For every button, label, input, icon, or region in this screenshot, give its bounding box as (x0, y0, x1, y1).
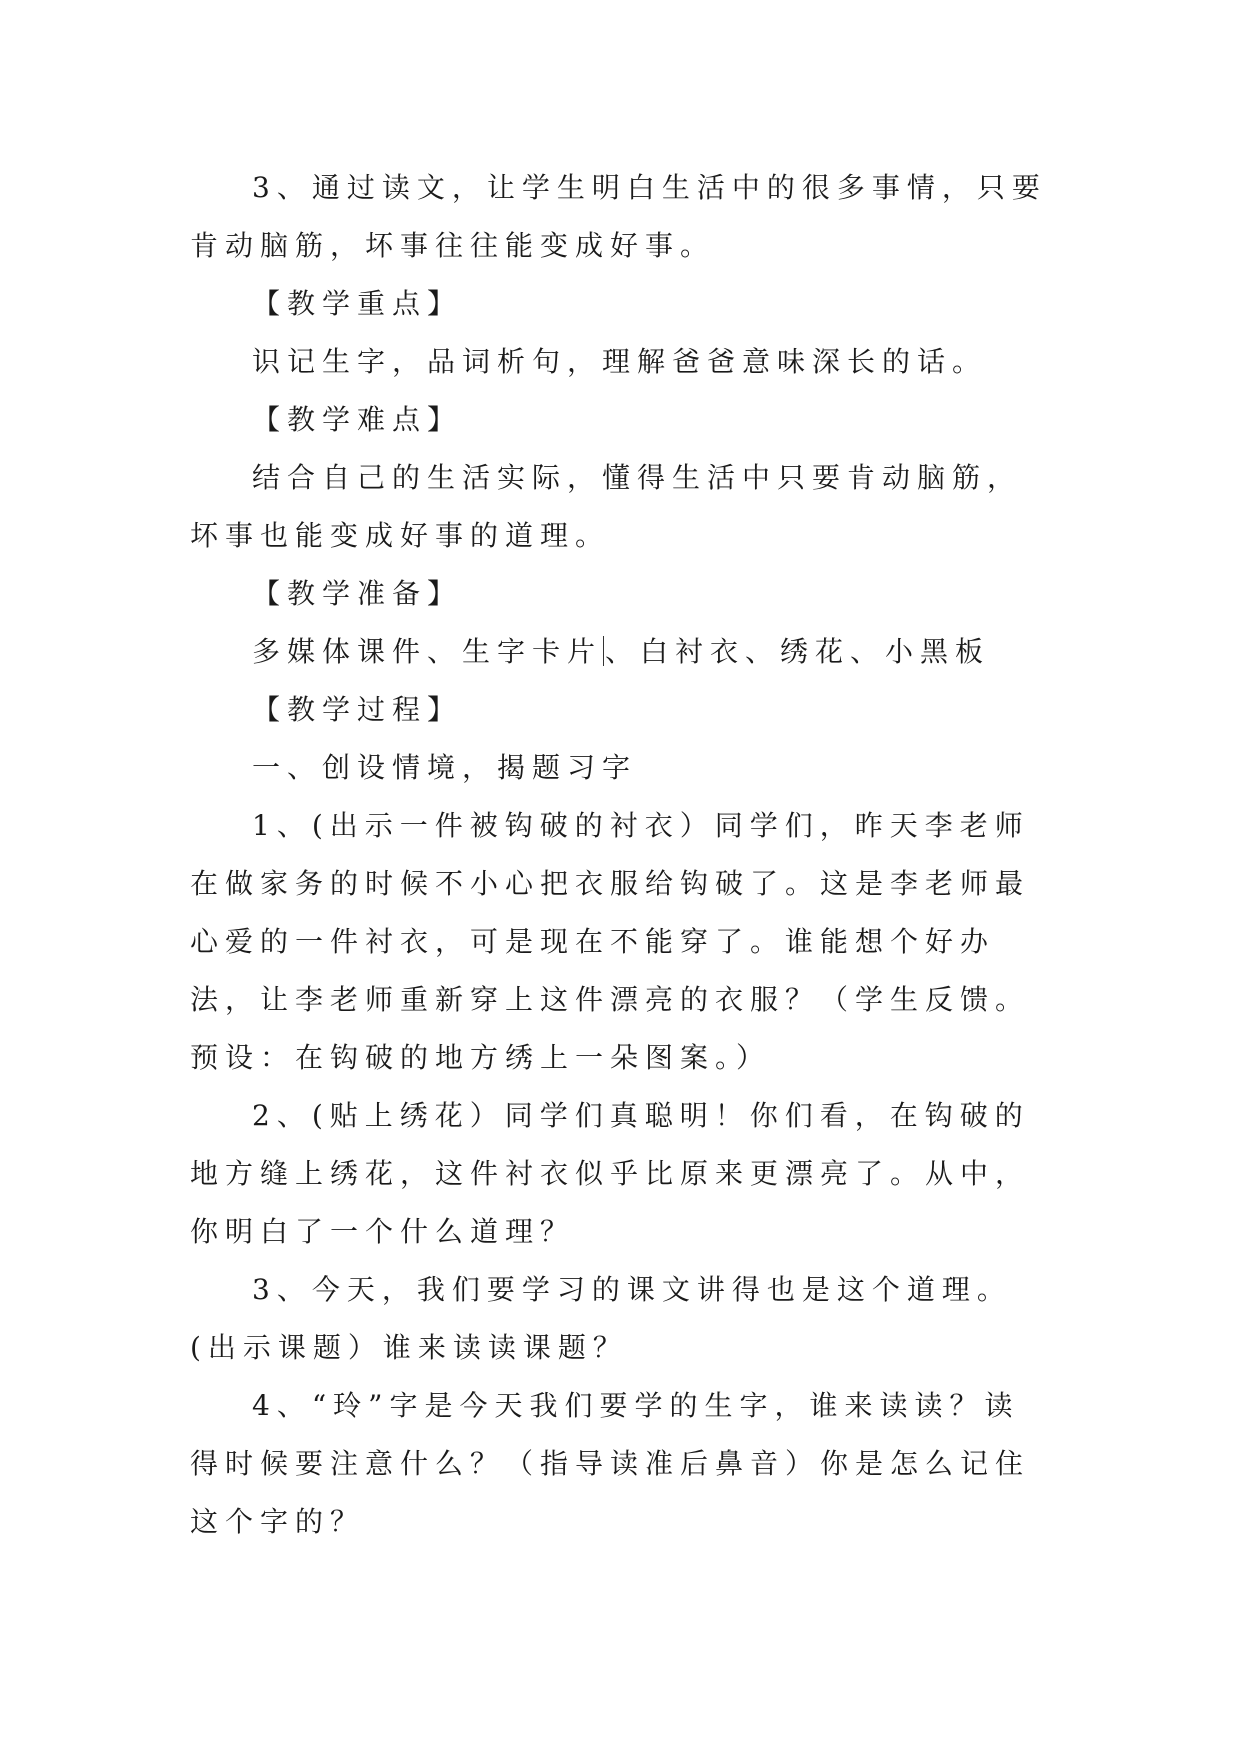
preparation-text-part-1: 多媒体课件、生字卡片 (252, 635, 603, 668)
teaching-key-points-text: 识记生字，品词析句，理解爸爸意味深长的话。 (252, 345, 988, 378)
document-body (190, 159, 1052, 1551)
teaching-difficulties-text: 结合自己的生活实际，懂得生活中只要肯动脑筋，坏事也能变成好事的道理。 (190, 461, 1023, 552)
teaching-preparation-heading: 【教学准备】 (252, 577, 463, 610)
preparation-text-part-2: 、白衬衣、绣花、小黑板 (605, 635, 991, 668)
teaching-process-heading: 【教学过程】 (252, 693, 463, 726)
step-4-paragraph: 4、“玲”字是今天我们要学的生字，谁来读读？读得时候要注意什么？（指导读准后鼻音）你是怎么记住这个字的？ (190, 1389, 1031, 1538)
section-1-title: 一、创设情境，揭题习字 (252, 751, 638, 784)
teaching-key-points-heading: 【教学重点】 (252, 287, 463, 320)
step-2-paragraph: 2、(贴上绣花）同学们真聪明！你们看，在钩破的地方缝上绣花，这件衬衣似乎比原来更漂亮了。从中，你明白了一个什么道理？ (190, 1099, 1031, 1248)
text-cursor (603, 636, 604, 666)
teaching-preparation-text (190, 623, 1052, 681)
goal-3-paragraph: 3、通过读文，让学生明白生活中的很多事情，只要肯动脑筋，坏事往往能变成好事。 (190, 171, 1047, 262)
step-1-paragraph: 1、(出示一件被钩破的衬衣）同学们，昨天李老师在做家务的时候不小心把衣服给钩破了。这是李老师最心爱的一件衬衣，可是现在不能穿了。谁能想个好办法，让李老师重新穿上这件漂亮的衣服？（学生反馈。预设：在钩破的地方绣上一朵图案。） (190, 809, 1031, 1074)
step-3-paragraph: 3、今天，我们要学习的课文讲得也是这个道理。(出示课题）谁来读读课题？ (190, 1273, 1012, 1364)
teaching-difficulties-heading: 【教学难点】 (252, 403, 463, 436)
